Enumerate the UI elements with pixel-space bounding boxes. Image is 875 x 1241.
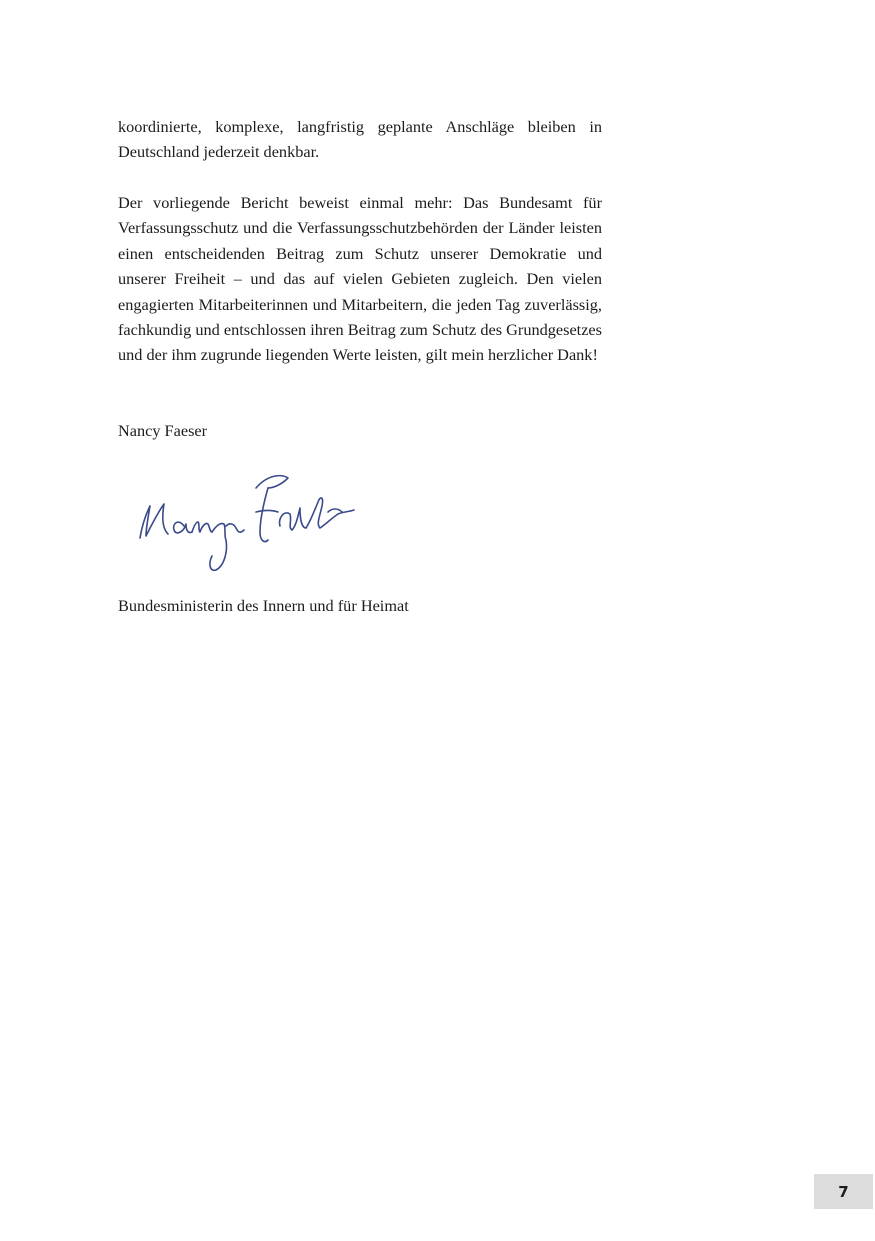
- body-paragraph-1: koordinierte, komplexe, langfristig geplante Anschläge bleiben in Deutschland jederzeit denkbar.: [118, 117, 602, 162]
- handwritten-signature: [128, 466, 378, 581]
- page-number-badge: [814, 1174, 873, 1209]
- body-paragraph-2: Der vorliegende Bericht beweist einmal mehr: Das Bundesamt für Verfassungsschutz und die Verfassungsschutzbehörden der Länder leisten einen entscheidenden Beitrag zum Schutz unserer Demokratie und unserer Freiheit – und das auf vielen Gebieten zugleich. Den vielen engagierten Mitarbeiterinnen und Mitarbeitern, die jeden Tag zuverlässig, fachkundig und entschlossen ihren Beitrag zum Schutz des Grundgesetzes und der ihm zugrunde liegenden Werte leisten, gilt mein herzlicher Dank!: [118, 193, 602, 365]
- signer-title: Bundesministerin des Innern und für Heimat: [118, 596, 409, 615]
- signer-name: Nancy Faeser: [118, 421, 208, 440]
- page-number: 7: [838, 1182, 849, 1201]
